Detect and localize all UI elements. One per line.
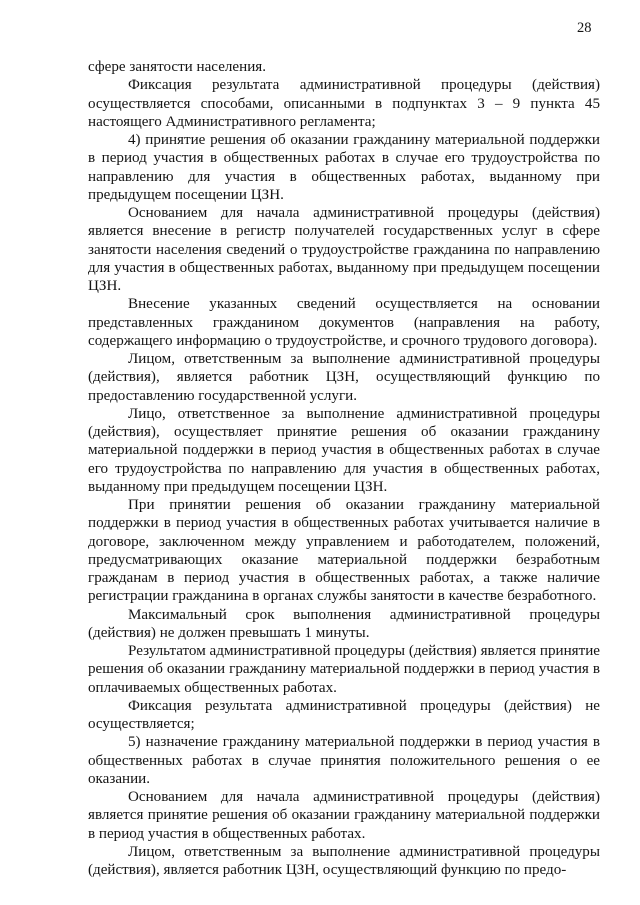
- paragraph: Фиксация результата административной процедуры (действия) осуществляется способами, описанными в подпунктах 3 – 9 пункта 45 настоящего Административного регламента;: [88, 77, 600, 130]
- paragraph: 5) назначение гражданину материальной поддержки в период участия в общественных работах в случае принятия положительного решения о ее оказании.: [88, 734, 600, 787]
- paragraph: Фиксация результата административной процедуры (действия) не осуществляется;: [88, 697, 600, 732]
- page-number: 28: [577, 20, 592, 36]
- paragraph: Лицом, ответственным за выполнение административной процедуры (действия), является работник ЦЗН, осуществляющий функцию по предо-: [88, 843, 600, 878]
- paragraph: При принятии решения об оказании гражданину материальной поддержки в период участия в общественных работах учитывается наличие в договоре, заключенном между управлением и работодателем, положений, предусматривающих оказание материальной поддержки безработным гражданам в период участия в общественных работах, а также наличие регистрации гражданина в органах службы занятости в качестве безработного.: [88, 497, 600, 605]
- paragraph: Лицом, ответственным за выполнение административной процедуры (действия), является работник ЦЗН, осуществляющий функцию по предоставлению государственной услуги.: [88, 351, 600, 404]
- paragraph: Внесение указанных сведений осуществляется на основании представленных гражданином документов (направления на работу, содержащего информацию о трудоустройстве, и срочного трудового договора).: [88, 296, 600, 349]
- document-body: [88, 58, 600, 879]
- paragraph: Лицо, ответственное за выполнение административной процедуры (действия), осуществляет принятие решения об оказании гражданину материальной поддержки в период участия в общественных работах в случае его трудоустройства по направлению для участия в общественных работах, выданному при предыдущем посещении ЦЗН.: [88, 405, 600, 495]
- paragraph: Основанием для начала административной процедуры (действия) является принятие решения об оказании гражданину материальной поддержки в период участия в общественных работах.: [88, 789, 600, 842]
- paragraph: Результатом административной процедуры (действия) является принятие решения об оказании гражданину материальной поддержки в период участия в оплачиваемых общественных работах.: [88, 643, 600, 696]
- paragraph: Основанием для начала административной процедуры (действия) является внесение в регистр получателей государственных услуг в сфере занятости населения сведений о трудоустройстве гражданина по направлению для участия в общественных работах, выданному при предыдущем посещении ЦЗН.: [88, 205, 600, 294]
- paragraph: сфере занятости населения.: [88, 59, 266, 75]
- paragraph: 4) принятие решения об оказании гражданину материальной поддержки в период участия в общественных работах в случае его трудоустройства по направлению для участия в общественных работах, выданному при предыдущем посещении ЦЗН.: [88, 132, 600, 203]
- paragraph: Максимальный срок выполнения административной процедуры (действия) не должен превышать 1 минуты.: [88, 606, 600, 641]
